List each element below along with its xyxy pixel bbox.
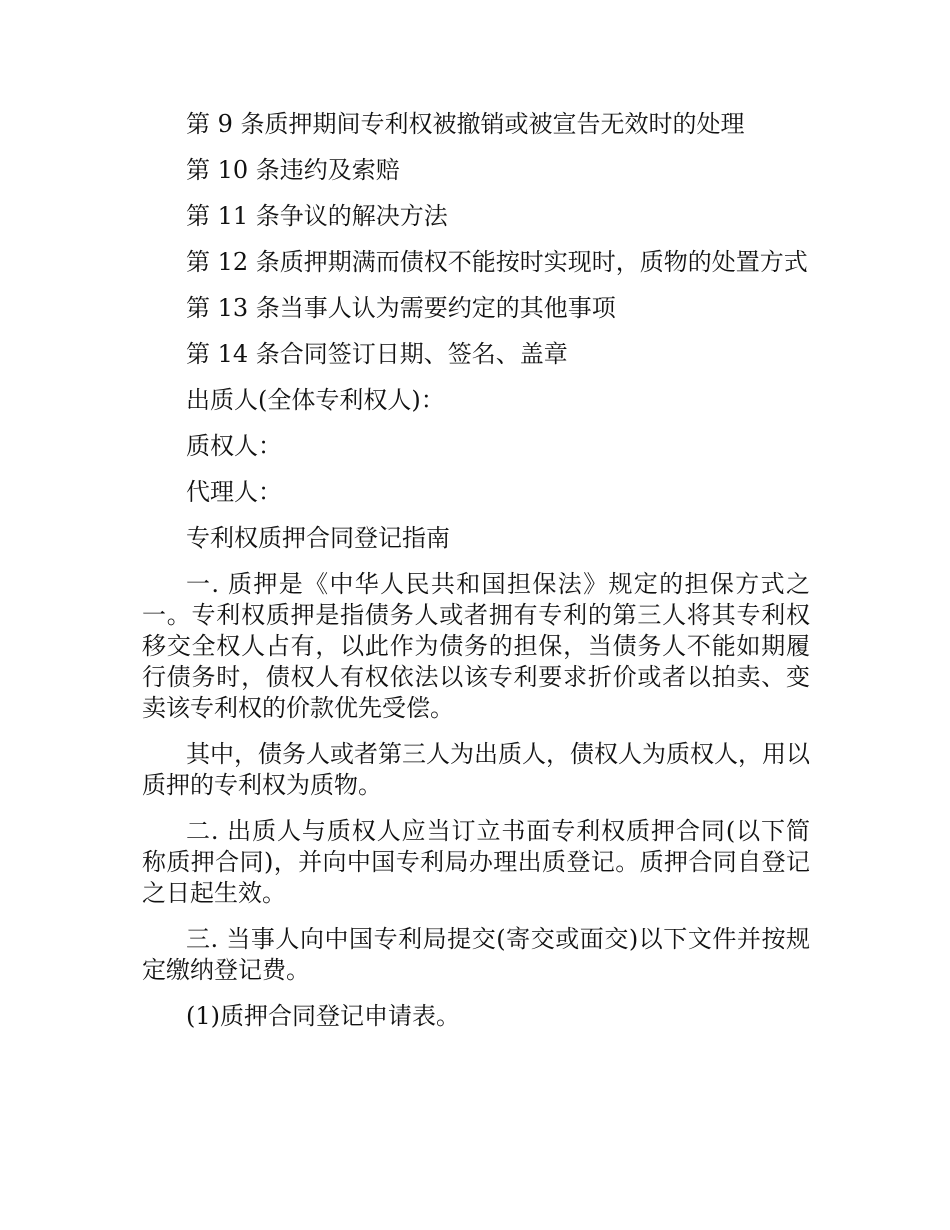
article-9: 第 9 条质押期间专利权被撤销或被宣告无效时的处理 — [186, 110, 745, 138]
article-12: 第 12 条质押期满而债权不能按时实现时，质物的处置方式 — [186, 248, 808, 276]
guide-item-1: (1)质押合同登记申请表。 — [186, 1002, 460, 1030]
article-13: 第 13 条当事人认为需要约定的其他事项 — [186, 294, 616, 322]
guide-section-1: 一. 质押是《中华人民共和国担保法》规定的担保方式之一。专利权质押是指债务人或者拥有专利的第三人将其专利权移交全权人占有，以此作为债务的担保，当债务人不能如期履行债务时，债权人有权依法以该专利要求折价或者以拍卖、变卖该专利权的价款优先受偿。 — [142, 570, 810, 722]
pledgee-signature-line: 质权人： — [186, 432, 282, 460]
guide-section-2: 二. 出质人与质权人应当订立书面专利权质押合同(以下简称质押合同)，并向中国专利局办理出质登记。质押合同自登记之日起生效。 — [142, 817, 810, 907]
guide-heading: 专利权质押合同登记指南 — [186, 524, 450, 552]
guide-section-1-note: 其中，债务人或者第三人为出质人，债权人为质权人，用以质押的专利权为质物。 — [142, 740, 810, 799]
document-page — [142, 109, 810, 1047]
pledgor-signature-line: 出质人(全体专利权人)： — [186, 386, 445, 414]
agent-signature-line: 代理人： — [186, 478, 282, 506]
article-10: 第 10 条违约及索赔 — [186, 156, 400, 184]
article-11: 第 11 条争议的解决方法 — [186, 202, 448, 230]
article-14: 第 14 条合同签订日期、签名、盖章 — [186, 340, 568, 368]
guide-section-3: 三. 当事人向中国专利局提交(寄交或面交)以下文件并按规定缴纳登记费。 — [142, 925, 810, 984]
